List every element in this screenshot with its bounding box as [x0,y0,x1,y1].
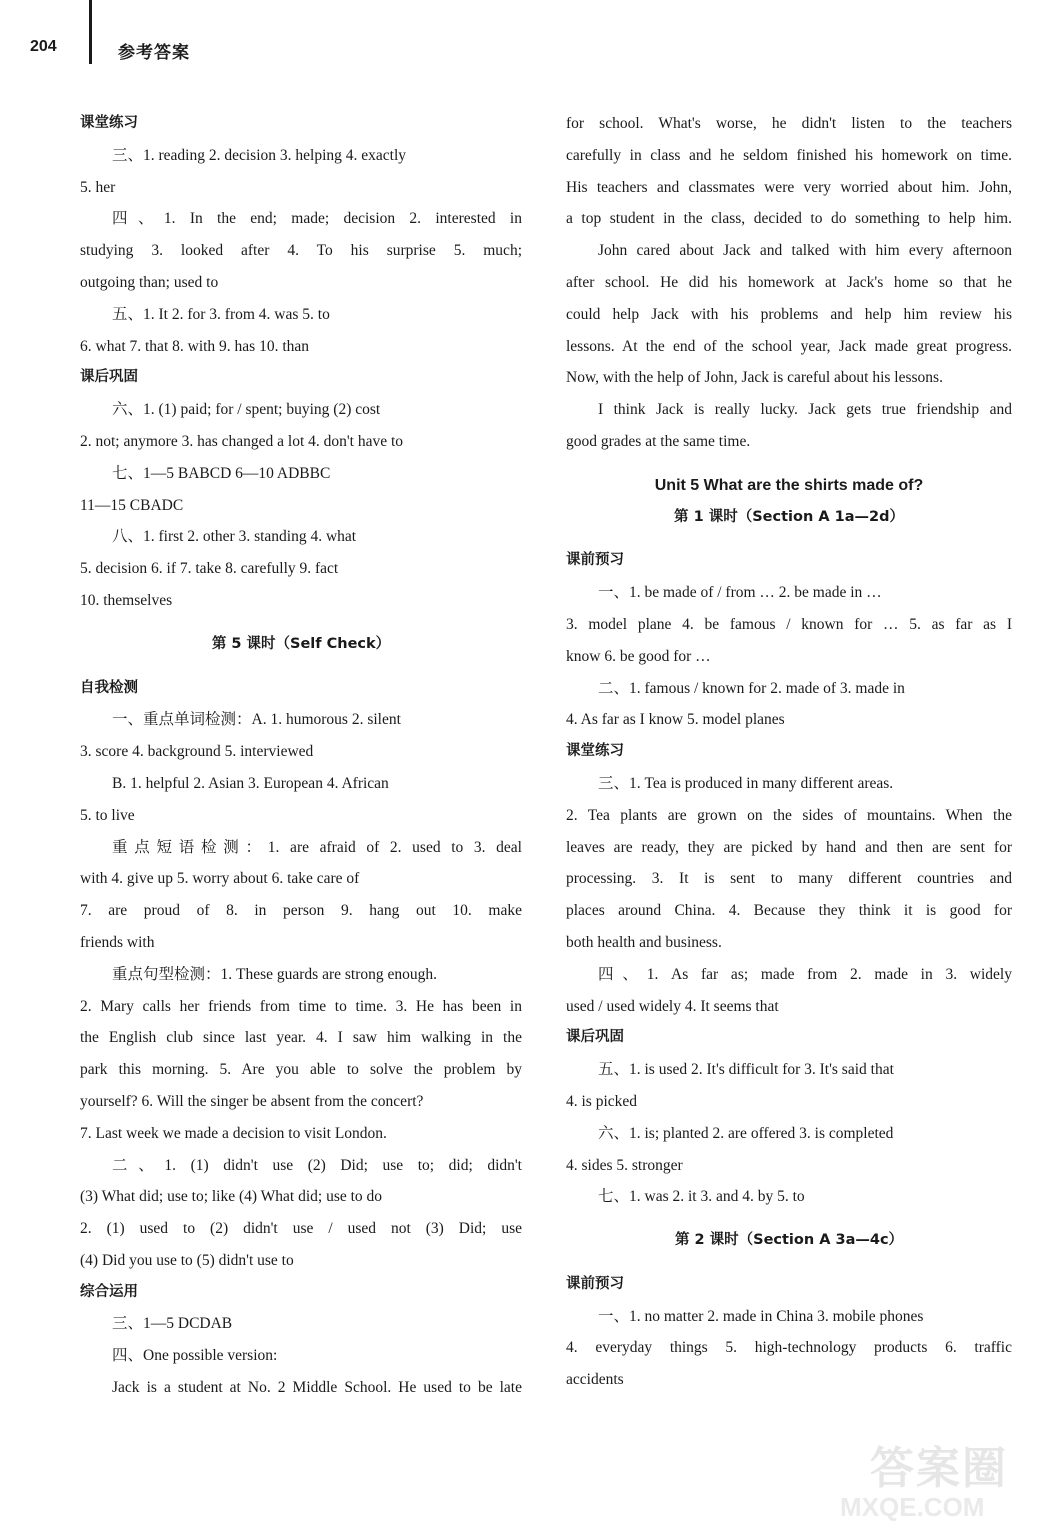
answer-line: used / used widely 4. It seems that [566,997,779,1015]
answer-line: 四、1. As far as; made from 2. made in 3. widely [598,965,1012,983]
right-column [566,108,1012,1396]
answer-line: (4) Did you use to (5) didn't use to [80,1251,294,1269]
spacer [80,617,522,629]
answer-line: 二、1. (1) didn't use (2) Did; use to; did; didn't [112,1156,522,1174]
section-heading: 第 5 课时（Self Check） [211,635,391,652]
answer-line: 三、1. reading 2. decision 3. helping 4. exactly [112,146,407,164]
answer-line: yourself? 6. Will the singer be absent from the concert? [80,1092,424,1110]
section-heading: 第 2 课时（Section A 3a—4c） [674,1232,904,1249]
spacer [566,1257,1012,1269]
answer-line: (3) What did; use to; like (4) What did; use to do [80,1188,383,1206]
watermark-logo: 答案圈 [870,1443,1008,1494]
answer-line: 4. everyday things 5. high-technology products 6. traffic [566,1339,1012,1357]
answer-line: know 6. be good for … [566,647,711,665]
left-column [80,108,522,1404]
answer-line: studying 3. looked after 4. To his surprise 5. much; [80,242,522,260]
answer-line: 一、1. be made of / from … 2. be made in … [598,584,882,602]
answer-line: 4. is picked [566,1092,638,1110]
answer-line: 四、1. In the end; made; decision 2. interested in [112,210,522,228]
answer-line: 六、1. (1) paid; for / spent; buying (2) cost [112,401,381,419]
section-heading: 自我检测 [80,679,138,696]
page-number: 204 [30,38,57,55]
answer-line: 四、One possible version: [112,1347,278,1365]
answer-line: lessons. At the end of the school year, Jack made great progress. [566,337,1012,355]
page-header [0,0,1042,80]
answer-line: 2. Mary calls her friends from time to time. 3. He has been in [80,997,522,1015]
answer-line: His teachers and classmates were very worried about him. John, [566,178,1012,196]
answer-line: accidents [566,1371,624,1389]
answer-line: John cared about Jack and talked with him every afternoon [598,242,1012,260]
answer-line: after school. He did his homework at Jack's home so that he [566,273,1012,291]
answer-line: 5. decision 6. if 7. take 8. carefully 9. fact [80,560,339,578]
page-title: 参考答案 [118,43,190,63]
answer-line: leaves are ready, they are picked by hand and then are sent for [566,838,1012,856]
answer-line: 3. model plane 4. be famous / known for … 5. as far as I [566,615,1012,633]
answer-line: 2. not; anymore 3. has changed a lot 4. don't have to [80,432,404,450]
answer-line: could help Jack with his problems and help him review his [566,305,1012,323]
answer-line: 5. her [80,178,116,196]
answer-line: for school. What's worse, he didn't listen to the teachers [566,115,1012,132]
section-heading: 课后巩固 [80,369,138,386]
answer-line: 重点句型检测：1. These guards are strong enough. [112,965,438,983]
answer-line: good grades at the same time. [566,432,751,450]
section-heading: 综合运用 [80,1283,138,1300]
answer-line: 三、1. Tea is produced in many different areas. [598,774,894,792]
answer-line: 七、1. was 2. it 3. and 4. by 5. to [598,1188,805,1206]
watermark-site: MXQE.COM [840,1492,985,1522]
answer-line: places around China. 4. Because they think it is good for [566,902,1012,920]
answer-line: 7. Last week we made a decision to visit London. [80,1124,387,1142]
answer-line: 4. sides 5. stronger [566,1156,683,1174]
section-heading: 课堂练习 [80,115,138,131]
answer-line: 2. Tea plants are grown on the sides of mountains. When the [566,806,1012,824]
answer-line: 五、1. It 2. for 3. from 4. was 5. to [112,305,330,323]
section-heading: 课前预习 [566,1275,624,1292]
answer-line: 5. to live [80,806,135,824]
answer-line: 五、1. is used 2. It's difficult for 3. It's said that [598,1061,894,1079]
answer-line: 二、1. famous / known for 2. made of 3. made in [598,679,905,697]
section-heading: Unit 5 What are the shirts made of? [654,476,924,494]
answer-line: I think Jack is really lucky. Jack gets true friendship and [598,401,1012,419]
answer-line: 4. As far as I know 5. model planes [566,711,785,729]
answer-line: with 4. give up 5. worry about 6. take care of [80,870,360,888]
answer-line: 重点短语检测：1. are afraid of 2. used to 3. deal [112,838,522,856]
answer-line: 一、1. no matter 2. made in China 3. mobile phones [598,1307,924,1325]
section-heading: 第 1 课时（Section A 1a—2d） [674,508,904,525]
spacer [566,533,1012,545]
answer-line: 三、1—5 DCDAB [112,1315,233,1333]
header-divider [89,0,92,64]
answer-line: outgoing than; used to [80,273,219,291]
answer-line: 3. score 4. background 5. interviewed [80,743,314,761]
answer-line: carefully in class and he seldom finished his homework on time. [566,146,1012,164]
section-heading: 课堂练习 [566,743,624,760]
answer-line: Now, with the help of John, Jack is careful about his lessons. [566,369,943,387]
section-heading: 课前预习 [566,552,624,569]
answer-line: 六、1. is; planted 2. are offered 3. is completed [598,1124,894,1142]
section-heading: 课后巩固 [566,1029,624,1046]
answer-line: the English club since last year. 4. I saw him walking in the [80,1029,522,1047]
answer-line: friends with [80,933,155,951]
answer-line: a top student in the class, decided to do something to help him. [566,210,1012,228]
answer-line: 7. are proud of 8. in person 9. hang out 10. make [80,902,522,920]
answer-line: processing. 3. It is sent to many different countries and [566,870,1012,888]
watermark [840,1432,1030,1528]
spacer [566,458,1012,470]
spacer [566,1213,1012,1225]
answer-line: 一、重点单词检测：A. 1. humorous 2. silent [112,711,401,729]
answer-line: 11—15 CBADC [80,496,184,514]
answer-line: both health and business. [566,933,722,951]
answer-line: 八、1. first 2. other 3. standing 4. what [112,528,357,546]
answer-line: 10. themselves [80,591,173,609]
answer-line: 2. (1) used to (2) didn't use / used not (3) Did; use [80,1220,522,1238]
answer-line: 七、1—5 BABCD 6—10 ADBBC [112,464,331,482]
answer-line: park this morning. 5. Are you able to solve the problem by [80,1061,522,1079]
answer-line: 6. what 7. that 8. with 9. has 10. than [80,337,310,355]
spacer [80,661,522,673]
answer-line: B. 1. helpful 2. Asian 3. European 4. African [112,774,389,792]
answer-line: Jack is a student at No. 2 Middle School. He used to be late [112,1379,522,1397]
